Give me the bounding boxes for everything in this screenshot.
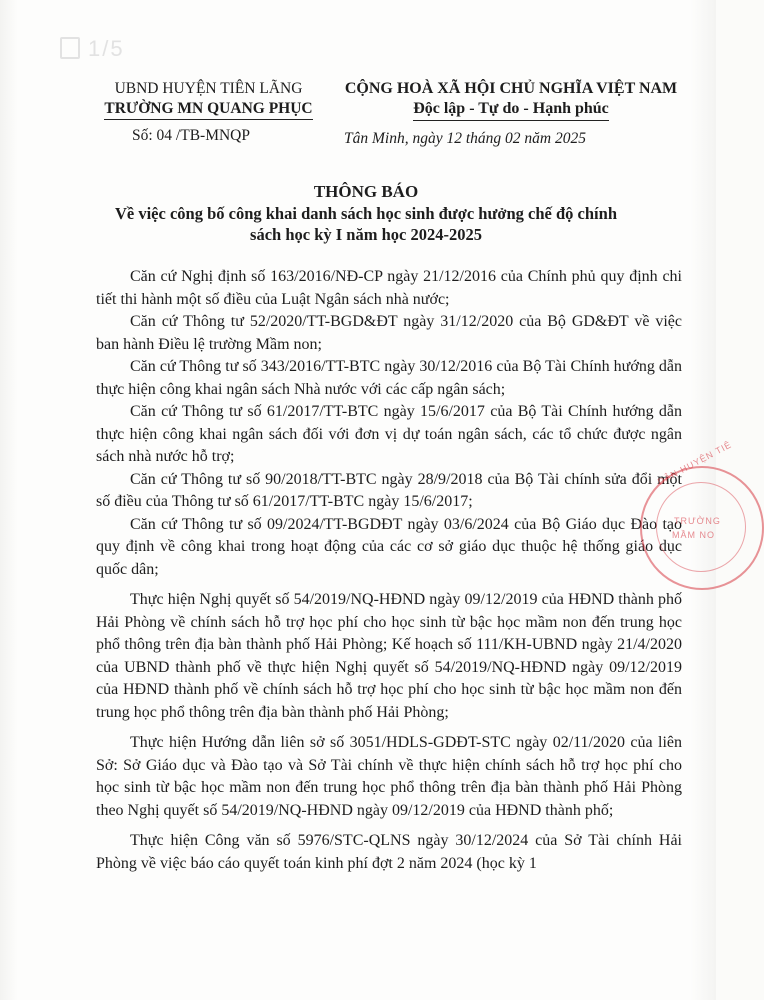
school-name: TRƯỜNG MN QUANG PHỤC — [104, 99, 312, 121]
stamp-text-line-1: TRƯỜNG — [674, 516, 721, 526]
document-number: Số: 04 /TB-MNQP — [132, 127, 250, 144]
header-left — [96, 79, 321, 146]
document-date: Tân Minh, ngày 12 tháng 02 năm 2025 — [344, 130, 586, 147]
page-icon — [60, 37, 80, 59]
stamp-text-line-2: MẦM NO — [672, 530, 715, 540]
stamp-inner-ring — [656, 482, 746, 572]
document-subject-line-1: Về việc công bố công khai danh sách học sinh được hưởng chế độ chính — [114, 203, 617, 223]
paragraph: Căn cứ Thông tư số 61/2017/TT-BTC ngày 15/6/2017 của Bộ Tài Chính hướng dẫn thực hiện công khai ngân sách đối với đơn vị dự toán ngân sách, các tổ chức được ngân sách nhà nước hỗ trợ; — [96, 403, 682, 465]
paragraph: Căn cứ Thông tư 52/2020/TT-BGD&ĐT ngày 31/12/2020 của Bộ GD&ĐT về việc ban hành Điều lệ trường Mầm non; — [96, 313, 682, 353]
nation-title: CỘNG HOÀ XÃ HỘI CHỦ NGHĨA VIỆT NAM — [344, 80, 678, 97]
header-right — [336, 79, 686, 149]
national-motto: Độc lập - Tự do - Hạnh phúc — [413, 99, 609, 121]
paragraph: Căn cứ Thông tư số 343/2016/TT-BTC ngày 30/12/2016 của Bộ Tài Chính hướng dẫn thực hiện công khai ngân sách Nhà nước với các cấp ngân sách; — [96, 358, 682, 398]
document-subject-line-2: sách học kỳ I năm học 2024-2025 — [250, 225, 482, 244]
paragraph: Thực hiện Nghị quyết số 54/2019/NQ-HĐND ngày 09/12/2019 của HĐND thành phố Hải Phòng về chính sách hỗ trợ học phí cho học sinh từ bậc học mầm non đến trung học phổ thông trên địa bàn thành phố Hải Phòng; Kế hoạch số 111/KH-UBND ngày 21/4/2020 của UBND thành phố về thực hiện Nghị quyết số 54/2019/NQ-HĐND ngày 09/12/2019 của HĐND thành phố về chính sách hỗ trợ học phí cho học sinh từ bậc học mầm non đến trung học phổ thông trên địa bàn thành phố Hải Phòng; — [96, 591, 682, 721]
page-counter — [60, 36, 125, 62]
paragraph: Căn cứ Thông tư số 90/2018/TT-BTC ngày 28/9/2018 của Bộ Tài chính sửa đổi một số điều của Thông tư số 61/2017/TT-BTC ngày 15/6/2017; — [96, 470, 682, 510]
document-title: THÔNG BÁO — [313, 182, 419, 201]
paragraph: Căn cứ Thông tư số 09/2024/TT-BGDĐT ngày 03/6/2024 của Bộ Giáo dục Đào tạo quy định về công khai trong hoạt động của các cơ sở giáo dục thuộc hệ thống giáo dục quốc dân; — [96, 515, 682, 578]
document-title-block — [96, 181, 636, 246]
official-stamp — [640, 439, 764, 590]
page-counter-text: 1/5 — [88, 36, 125, 61]
paragraph: Thực hiện Hướng dẫn liên sở số 3051/HDLS-GDĐT-STC ngày 02/11/2020 của liên Sở: Sở Giáo dục và Đào tạo và Sở Tài chính về thực hiện chính sách hỗ trợ học phí cho học sinh từ bậc học mầm non đến trung học phổ thông trên địa bàn thành phố Hải Phòng theo Nghị quyết số 54/2019/NQ-HĐND ngày 09/12/2019 của HĐND thành phố; — [96, 734, 682, 819]
document-body — [96, 266, 682, 875]
paragraph: Căn cứ Nghị định số 163/2016/NĐ-CP ngày 21/12/2016 của Chính phủ quy định chi tiết thi hành một số điều của Luật Ngân sách nhà nước; — [96, 268, 682, 308]
issuing-authority: UBND HUYỆN TIÊN LÃNG — [114, 80, 303, 97]
stamp-ring-text: DÂN HUYỆN TIÊ — [656, 439, 734, 487]
paragraph: Thực hiện Công văn số 5976/STC-QLNS ngày 30/12/2024 của Sở Tài chính Hải Phòng về việc báo cáo quyết toán kinh phí đợt 2 năm 2024 (học kỳ 1 — [96, 832, 682, 872]
